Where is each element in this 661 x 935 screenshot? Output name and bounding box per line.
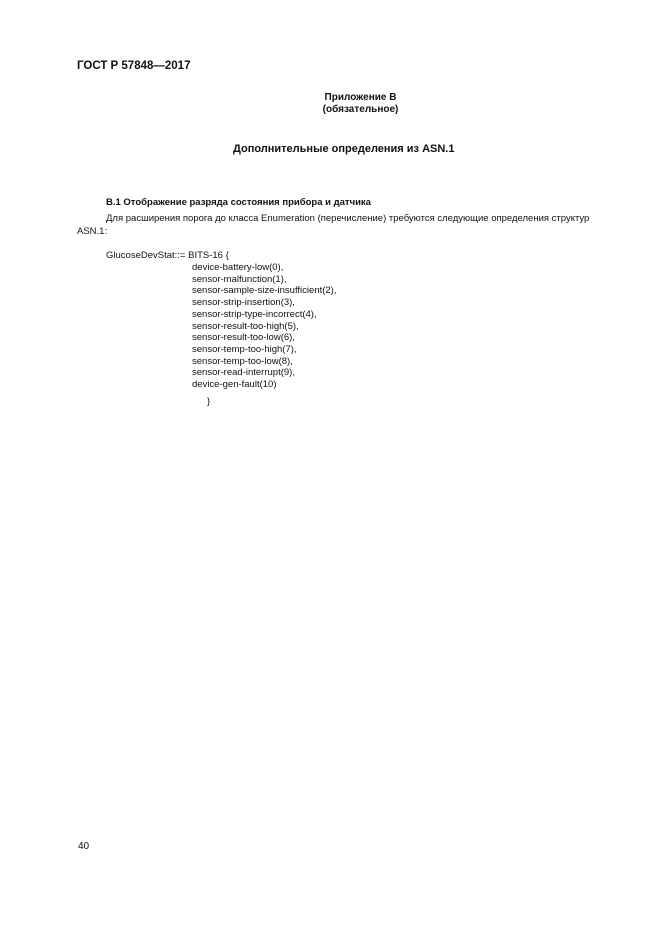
subsection-heading: В.1 Отображение разряда состояния прибора и датчика bbox=[106, 197, 371, 208]
page-number: 40 bbox=[78, 841, 90, 852]
code-item: sensor-read-interrupt(9), bbox=[192, 367, 295, 379]
code-item: device-battery-low(0), bbox=[192, 262, 284, 273]
code-item: sensor-result-too-high(5), bbox=[192, 320, 299, 332]
code-item: sensor-malfunction(1), bbox=[192, 273, 287, 285]
appendix-status: (обязательное) bbox=[322, 104, 399, 115]
paragraph-line-2: ASN.1: bbox=[77, 226, 108, 237]
code-item: sensor-sample-size-insufficient(2), bbox=[192, 285, 337, 297]
code-item: sensor-result-too-low(6), bbox=[192, 332, 295, 344]
code-item: device-gen-fault(10) bbox=[192, 379, 277, 391]
section-title: Дополнительные определения из ASN.1 bbox=[233, 143, 455, 155]
code-item-list bbox=[192, 262, 337, 391]
code-item: sensor-temp-too-high(7), bbox=[192, 343, 297, 355]
code-item: sensor-temp-too-low(8), bbox=[192, 355, 293, 367]
code-item: sensor-strip-type-incorrect(4), bbox=[192, 308, 317, 320]
code-closing-brace: } bbox=[207, 396, 211, 407]
paragraph-line-1: Для расширения порога до класса Enumeration (перечисление) требуются следующие определения структур bbox=[106, 213, 590, 224]
code-declaration: GlucoseDevStat::= BITS-16 { bbox=[106, 250, 229, 261]
document-header: ГОСТ Р 57848—2017 bbox=[77, 60, 191, 72]
code-item: sensor-strip-insertion(3), bbox=[192, 297, 295, 309]
appendix-title: Приложение В bbox=[324, 92, 397, 103]
